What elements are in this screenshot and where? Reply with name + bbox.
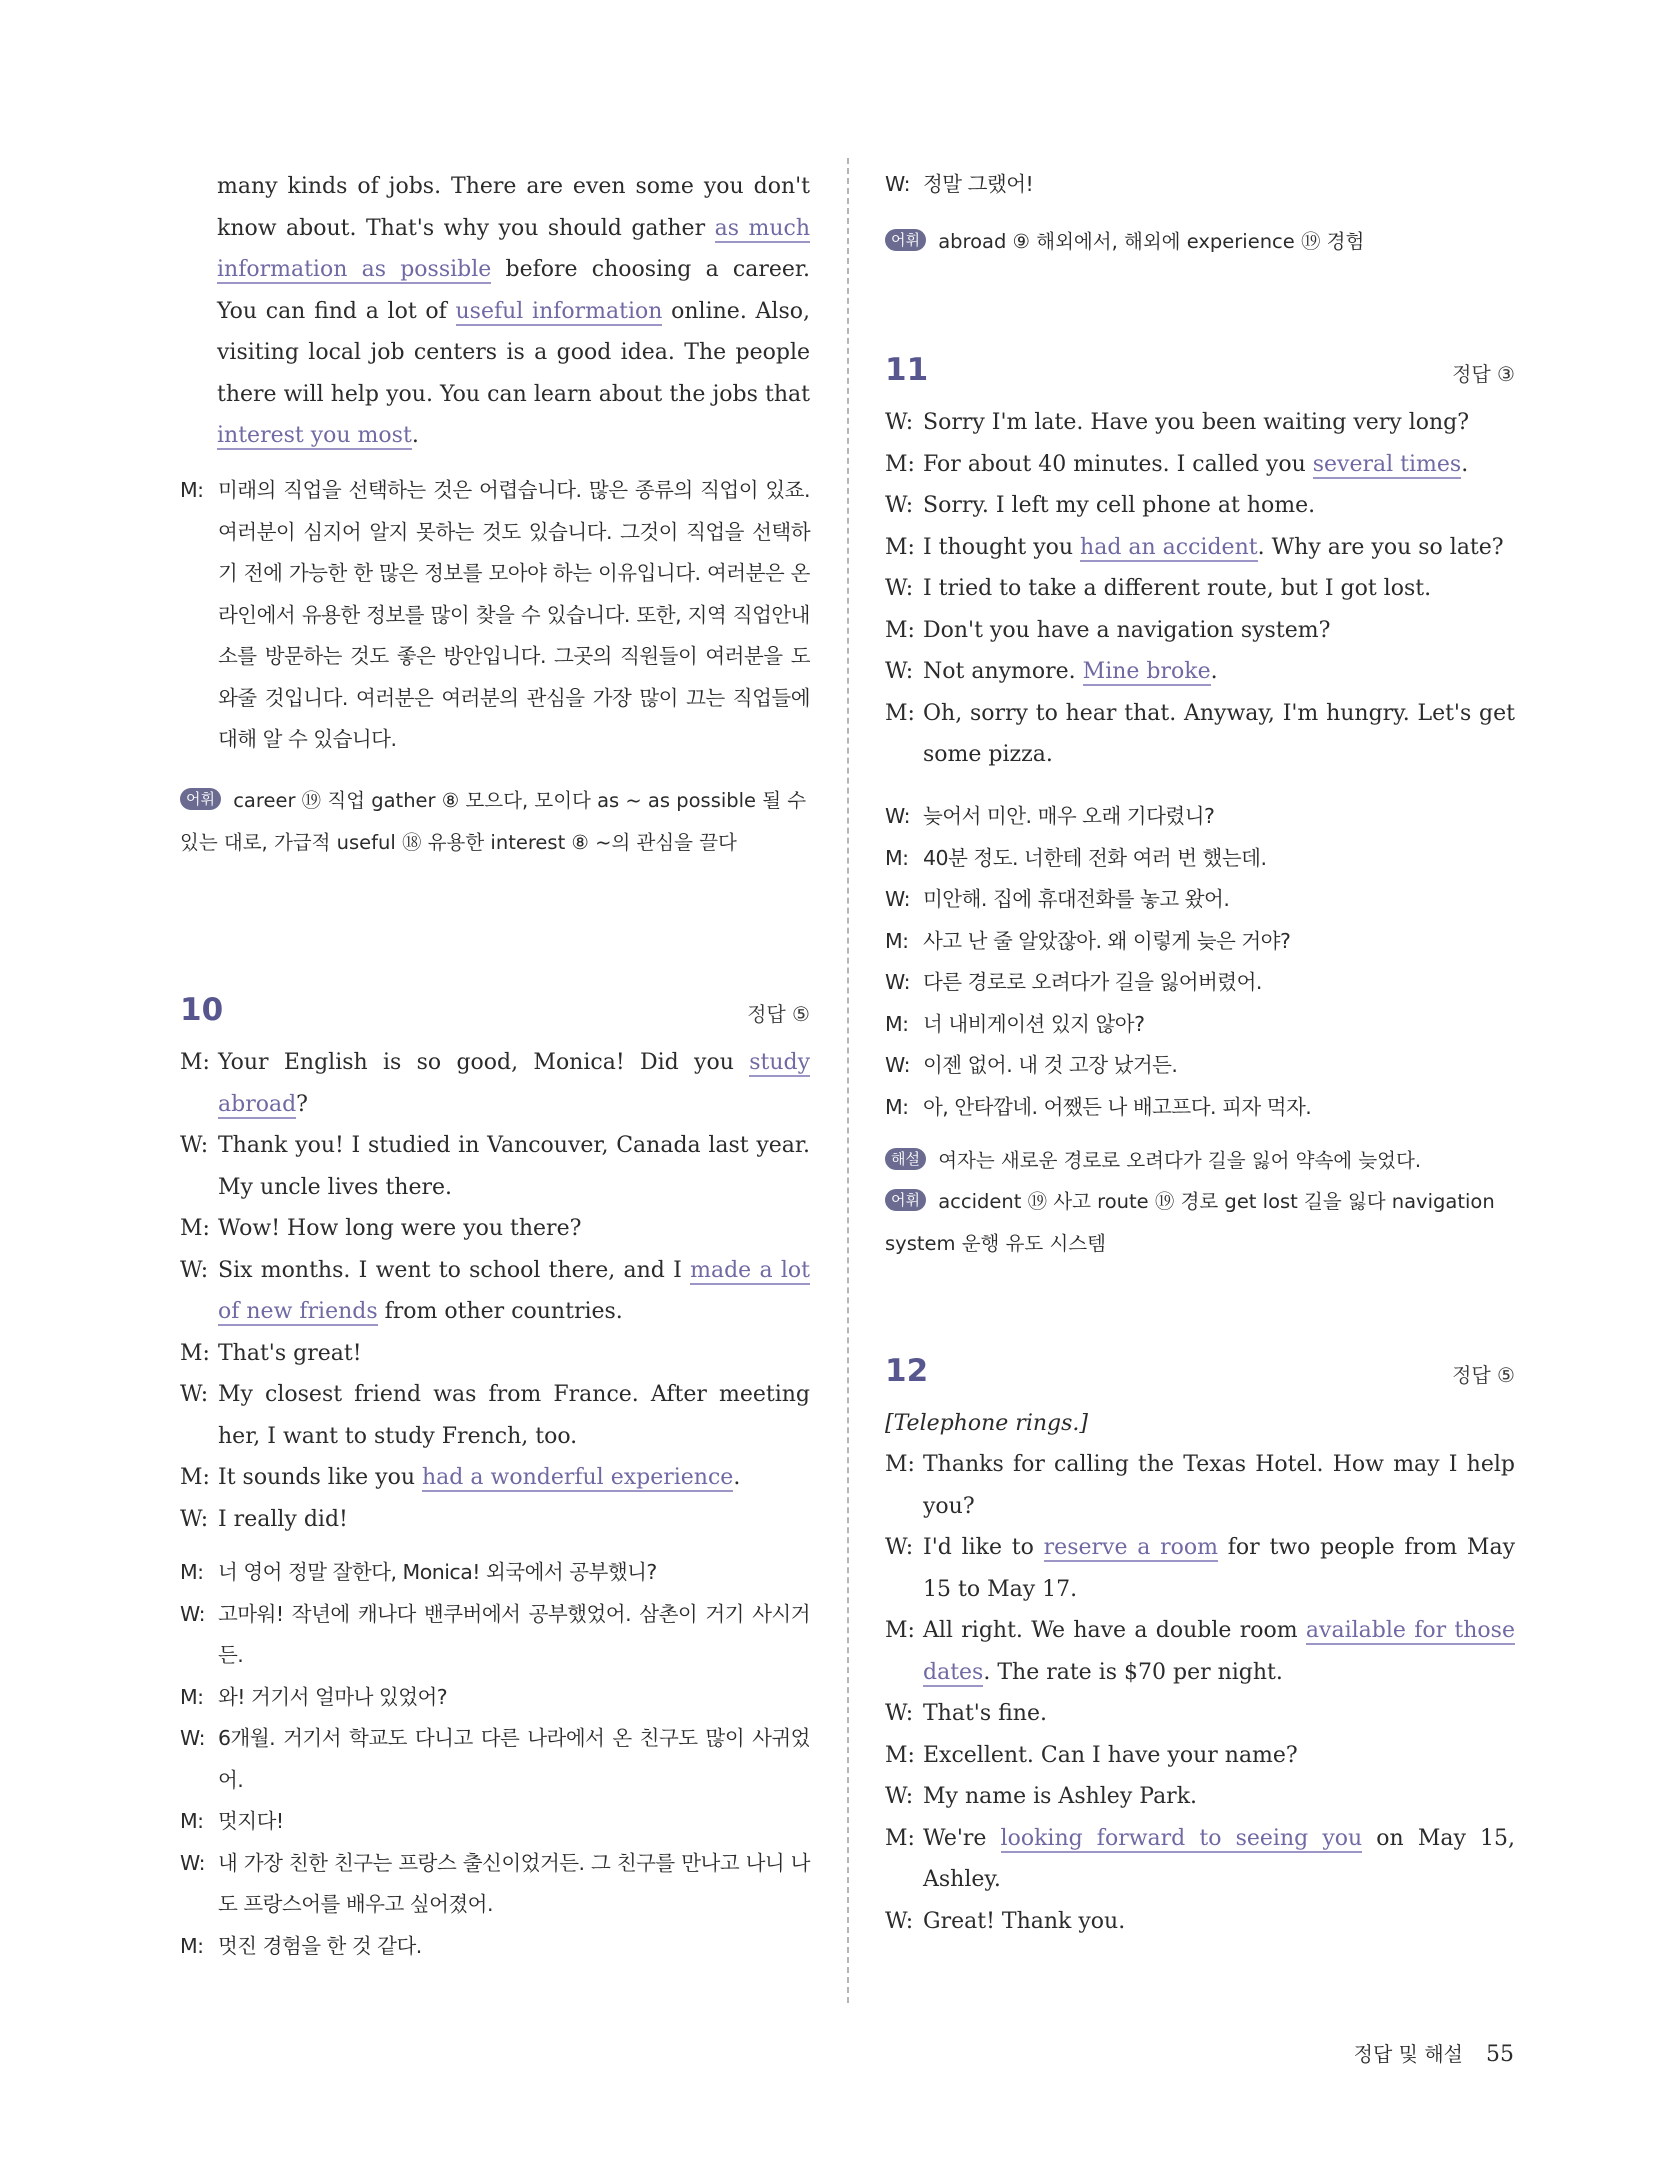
speaker-label: W: bbox=[885, 1701, 914, 1726]
q10-korean-last: W: 정말 그랬어! bbox=[885, 172, 1034, 196]
dialogue-line bbox=[885, 402, 1515, 444]
dialogue-line bbox=[180, 1333, 810, 1375]
speaker-label: W: bbox=[885, 1535, 914, 1560]
q9-passage-continued: many kinds of jobs. There are even some you don't know about. That's why you should gather as much information as possible before choosing a career. You can find a lot of useful information online. Also, visiting local job centers is a good idea. The people there will help you. You can learn about the jobs that interest you most. bbox=[217, 174, 811, 448]
speaker-label: W: bbox=[885, 1908, 914, 1934]
q11-vocab: 어휘 accident ⑲ 사고 route ⑲ 경로 get lost 길을 잃다 navigation system 운행 유도 시스템 bbox=[885, 1190, 1495, 1255]
dialogue-text bbox=[218, 1457, 810, 1499]
dialogue-segment: I really did! bbox=[218, 1506, 348, 1532]
speaker-label: M: bbox=[180, 1465, 210, 1490]
dialogue-segment: Oh, sorry to hear that. Anyway, I'm hungry. Let's get some pizza. bbox=[923, 700, 1515, 767]
korean-text: 와! 거기서 얼마나 있었어? bbox=[218, 1684, 448, 1709]
speaker-label: M: bbox=[180, 1933, 204, 1958]
dialogue-text bbox=[218, 1333, 810, 1375]
dialogue-segment: I thought you bbox=[923, 534, 1081, 560]
speaker-label: M: bbox=[885, 700, 915, 726]
q11-korean bbox=[885, 796, 1515, 1128]
speaker-label: M: bbox=[180, 1050, 210, 1075]
dialogue-segment: My name is Ashley Park. bbox=[923, 1784, 1198, 1809]
korean-line bbox=[885, 879, 1515, 921]
korean-line bbox=[885, 1045, 1515, 1087]
page-footer bbox=[1354, 2038, 1514, 2067]
speaker-label: W: bbox=[885, 1784, 914, 1809]
korean-text: 늦어서 미안. 매우 오래 기다렸니? bbox=[923, 804, 1215, 828]
speaker-label: M: bbox=[885, 1452, 915, 1477]
dialogue-segment: Thank you! I studied in Vancouver, Canada last year. My uncle lives there. bbox=[218, 1133, 810, 1200]
speaker-label: M: bbox=[180, 1809, 204, 1833]
korean-text: 6개월. 거기서 학교도 다니고 다른 나라에서 온 친구도 많이 사귀었어. bbox=[218, 1726, 810, 1792]
dialogue-segment: ? bbox=[296, 1091, 308, 1117]
dialogue-text bbox=[218, 1250, 810, 1333]
answer-10: 정답 ⑤ bbox=[747, 1002, 810, 1026]
korean-text: 멋진 경험을 한 것 같다. bbox=[218, 1933, 422, 1958]
q10-vocab: 어휘 abroad ⑨ 해외에서, 해외에 experience ⑲ 경험 bbox=[885, 221, 1515, 263]
dialogue-text bbox=[923, 610, 1515, 652]
question-number-11: 11 bbox=[885, 352, 929, 388]
dialogue-line bbox=[885, 1444, 1515, 1527]
dialogue-text bbox=[218, 1499, 810, 1541]
korean-text: 너 내비게이션 있지 않아? bbox=[923, 1011, 1145, 1036]
korean-line bbox=[180, 1718, 810, 1801]
answer-blank: available for those dates bbox=[923, 1618, 1515, 1685]
q10-korean bbox=[180, 1552, 810, 1967]
dialogue-segment: Sorry I'm late. Have you been waiting very long? bbox=[923, 410, 1470, 435]
speaker-label: W: bbox=[180, 1726, 205, 1750]
korean-text: 고마워! 작년에 캐나다 밴쿠버에서 공부했었어. 삼촌이 거기 사시거든. bbox=[218, 1601, 810, 1667]
dialogue-segment: . bbox=[733, 1465, 741, 1490]
korean-line bbox=[180, 1594, 810, 1677]
dialogue-line bbox=[180, 1125, 810, 1208]
speaker-label: W: bbox=[885, 659, 914, 684]
speaker-label: M: bbox=[885, 1011, 909, 1036]
dialogue-text bbox=[923, 1818, 1515, 1901]
answer-11: 정답 ③ bbox=[1452, 362, 1515, 386]
dialogue-segment: Sorry. I left my cell phone at home. bbox=[923, 493, 1316, 518]
dialogue-segment: That's great! bbox=[218, 1340, 362, 1366]
speaker-label: W: bbox=[180, 1133, 209, 1158]
speaker-label: M: bbox=[885, 1618, 915, 1643]
explanation-tag: 해설 bbox=[885, 1148, 926, 1170]
korean-text: 멋지다! bbox=[218, 1809, 284, 1833]
dialogue-line bbox=[885, 1818, 1515, 1901]
dialogue-segment: Thanks for calling the Texas Hotel. How may I help you? bbox=[923, 1452, 1515, 1519]
speaker-label: W: bbox=[180, 1506, 209, 1532]
q12-stage-direction: [Telephone rings.] bbox=[885, 1411, 1088, 1436]
dialogue-segment: I tried to take a different route, but I got lost. bbox=[923, 576, 1432, 601]
speaker-label: M: bbox=[885, 534, 915, 560]
dialogue-text bbox=[923, 651, 1515, 693]
dialogue-line bbox=[180, 1499, 810, 1541]
korean-line bbox=[180, 1552, 810, 1594]
dialogue-line bbox=[885, 527, 1515, 569]
dialogue-segment: Excellent. Can I have your name? bbox=[923, 1742, 1298, 1768]
dialogue-segment: Your English is so good, Monica! Did you bbox=[218, 1050, 750, 1075]
speaker-label: W: bbox=[885, 970, 910, 994]
korean-line bbox=[180, 1677, 810, 1719]
vocab-tag: 어휘 bbox=[885, 229, 926, 251]
q9-blank-1: as much information as possible bbox=[217, 215, 811, 282]
dialogue-segment: Great! Thank you. bbox=[923, 1908, 1126, 1934]
dialogue-segment: Don't you have a navigation system? bbox=[923, 617, 1331, 643]
dialogue-segment: on May 15, Ashley. bbox=[923, 1825, 1515, 1892]
speaker-label: M: bbox=[180, 1340, 210, 1366]
dialogue-text bbox=[923, 1776, 1515, 1818]
dialogue-line bbox=[180, 1457, 810, 1499]
korean-text: 너 영어 정말 잘한다, Monica! 외국에서 공부했니? bbox=[218, 1560, 657, 1584]
speaker-label: M: bbox=[885, 845, 909, 870]
korean-text: 내 가장 친한 친구는 프랑스 출신이었거든. 그 친구를 만나고 나니 나도 프랑스어를 배우고 싶어졌어. bbox=[218, 1850, 810, 1916]
q11-dialogue bbox=[885, 402, 1515, 776]
dialogue-text bbox=[923, 693, 1515, 776]
speaker-label: W: bbox=[180, 1850, 205, 1875]
dialogue-segment: For about 40 minutes. I called you bbox=[923, 451, 1313, 477]
speaker-label: W: bbox=[885, 1053, 910, 1077]
dialogue-text bbox=[923, 1527, 1515, 1610]
korean-line bbox=[885, 796, 1515, 838]
speaker-label: W: bbox=[180, 1382, 209, 1407]
speaker-label: W: bbox=[885, 576, 914, 601]
answer-blank: made a lot of new friends bbox=[218, 1257, 810, 1324]
speaker-label: M: bbox=[885, 451, 915, 477]
korean-line bbox=[885, 838, 1515, 880]
speaker-label: W: bbox=[180, 1601, 205, 1626]
q9-blank-3: interest you most bbox=[217, 423, 412, 448]
speaker-label: M: bbox=[180, 1216, 210, 1241]
dialogue-segment: . Why are you so late? bbox=[1257, 534, 1504, 560]
korean-line bbox=[180, 1926, 810, 1968]
dialogue-line bbox=[885, 1693, 1515, 1735]
speaker-label: M: bbox=[180, 1560, 204, 1584]
korean-text: 아, 안타깝네. 어쨌든 나 배고프다. 피자 먹자. bbox=[923, 1094, 1312, 1119]
q9-blank-2: useful information bbox=[455, 298, 663, 324]
dialogue-line bbox=[180, 1250, 810, 1333]
dialogue-segment: It sounds like you bbox=[218, 1465, 423, 1490]
vocab-tag: 어휘 bbox=[180, 788, 221, 810]
dialogue-line bbox=[885, 568, 1515, 610]
dialogue-line bbox=[885, 651, 1515, 693]
dialogue-line bbox=[885, 485, 1515, 527]
dialogue-text bbox=[923, 485, 1515, 527]
dialogue-line bbox=[885, 1527, 1515, 1610]
dialogue-text bbox=[923, 444, 1515, 486]
dialogue-line bbox=[180, 1042, 810, 1125]
dialogue-line bbox=[885, 1901, 1515, 1943]
answer-blank: looking forward to seeing you bbox=[1000, 1825, 1363, 1851]
dialogue-text bbox=[923, 1735, 1515, 1777]
dialogue-line bbox=[885, 693, 1515, 776]
dialogue-text bbox=[923, 1444, 1515, 1527]
dialogue-line bbox=[180, 1208, 810, 1250]
dialogue-line bbox=[180, 1374, 810, 1457]
speaker-label: M: bbox=[885, 1742, 915, 1768]
q10-dialogue bbox=[180, 1042, 810, 1540]
answer-blank: reserve a room bbox=[1043, 1535, 1218, 1560]
q11-explanation: 해설 여자는 새로운 경로로 오려다가 길을 잃어 약속에 늦었다. bbox=[885, 1140, 1515, 1182]
speaker-label: W: bbox=[885, 493, 914, 518]
speaker-label: M: bbox=[885, 1825, 915, 1851]
answer-12: 정답 ⑤ bbox=[1452, 1363, 1515, 1387]
korean-line bbox=[885, 1004, 1515, 1046]
question-number-10: 10 bbox=[180, 992, 224, 1028]
dialogue-segment: Six months. I went to school there, and I bbox=[218, 1257, 691, 1283]
answer-blank: study abroad bbox=[218, 1050, 810, 1117]
dialogue-segment: That's fine. bbox=[923, 1701, 1047, 1726]
korean-text: 이젠 없어. 내 것 고장 났거든. bbox=[923, 1053, 1178, 1077]
korean-text: 미안해. 집에 휴대전화를 놓고 왔어. bbox=[923, 887, 1230, 911]
dialogue-segment: My closest friend was from France. After meeting her, I want to study French, too. bbox=[218, 1382, 810, 1449]
answer-blank: had an accident bbox=[1080, 534, 1258, 560]
dialogue-segment: We're bbox=[923, 1825, 1001, 1851]
dialogue-text bbox=[923, 527, 1515, 569]
dialogue-segment: . The rate is $70 per night. bbox=[983, 1659, 1283, 1685]
korean-text: 다른 경로로 오려다가 길을 잃어버렸어. bbox=[923, 970, 1262, 994]
dialogue-segment: . bbox=[1210, 659, 1218, 684]
dialogue-line bbox=[885, 610, 1515, 652]
korean-line bbox=[885, 921, 1515, 963]
dialogue-line bbox=[885, 1610, 1515, 1693]
korean-line bbox=[180, 1801, 810, 1843]
korean-line bbox=[180, 1843, 810, 1926]
dialogue-segment: from other countries. bbox=[377, 1299, 623, 1324]
question-number-12: 12 bbox=[885, 1353, 929, 1389]
dialogue-text bbox=[218, 1125, 810, 1208]
speaker-label: M: bbox=[885, 928, 909, 953]
dialogue-text bbox=[218, 1374, 810, 1457]
speaker-label: W: bbox=[180, 1257, 209, 1283]
dialogue-segment: All right. We have a double room bbox=[923, 1618, 1306, 1643]
dialogue-text bbox=[923, 1901, 1515, 1943]
answer-blank: Mine broke bbox=[1082, 659, 1211, 684]
answer-blank: several times bbox=[1312, 451, 1462, 477]
dialogue-line bbox=[885, 1735, 1515, 1777]
footer-label: 정답 및 해설 bbox=[1353, 2042, 1463, 2066]
column-divider bbox=[847, 158, 849, 2003]
korean-line bbox=[885, 1087, 1515, 1129]
dialogue-text bbox=[923, 568, 1515, 610]
korean-text: 40분 정도. 너한테 전화 여러 번 했는데. bbox=[923, 845, 1267, 870]
dialogue-segment: . bbox=[1461, 451, 1469, 477]
dialogue-segment: for two people from May 15 to May 17. bbox=[923, 1535, 1516, 1602]
q9-korean-translation: M: 미래의 직업을 선택하는 것은 어렵습니다. 많은 종류의 직업이 있죠. 여러분이 심지어 알지 못하는 것도 있습니다. 그것이 직업을 선택하기 전에 가능한 한 많은 정보를 모아야 하는 이유입니다. 여러분은 온라인에서 유용한 정보를 많이 찾을 수 있습니다. 또한, 지역 직업안내소를 방문하는 것도 좋은 방안입니다. 그곳의 직원들이 여러분을 도와줄 것입니다. 여러분은 여러분의 관심을 가장 많이 끄는 직업들에 대해 알 수 있습니다. bbox=[180, 478, 810, 751]
dialogue-line bbox=[885, 444, 1515, 486]
korean-line bbox=[885, 962, 1515, 1004]
q12-dialogue bbox=[885, 1444, 1515, 1942]
answer-blank: had a wonderful experience bbox=[422, 1465, 734, 1490]
dialogue-segment: I'd like to bbox=[923, 1535, 1044, 1560]
korean-text: 사고 난 줄 알았잖아. 왜 이렇게 늦은 거야? bbox=[923, 928, 1291, 953]
dialogue-text bbox=[218, 1042, 810, 1125]
speaker-label: W: bbox=[885, 804, 910, 828]
speaker-label: W: bbox=[885, 887, 910, 911]
dialogue-text bbox=[923, 1610, 1515, 1693]
dialogue-text bbox=[218, 1208, 810, 1250]
speaker-label: M: bbox=[885, 617, 915, 643]
dialogue-segment: Not anymore. bbox=[923, 659, 1083, 684]
page-number: 55 bbox=[1486, 2042, 1514, 2067]
dialogue-text bbox=[923, 1693, 1515, 1735]
dialogue-line bbox=[885, 1776, 1515, 1818]
q9-vocab: 어휘 career ⑲ 직업 gather ⑧ 모으다, 모이다 as ~ as possible 될 수 있는 대로, 가급적 useful ⑱ 유용한 interest ⑧ ~의 관심을 끌다 bbox=[180, 789, 807, 854]
speaker-label: M: bbox=[180, 1684, 204, 1709]
speaker-label: M: bbox=[885, 1094, 909, 1119]
vocab-tag: 어휘 bbox=[885, 1189, 926, 1211]
dialogue-segment: Wow! How long were you there? bbox=[218, 1216, 582, 1241]
dialogue-text bbox=[923, 402, 1515, 444]
speaker-label: W: bbox=[885, 410, 914, 435]
